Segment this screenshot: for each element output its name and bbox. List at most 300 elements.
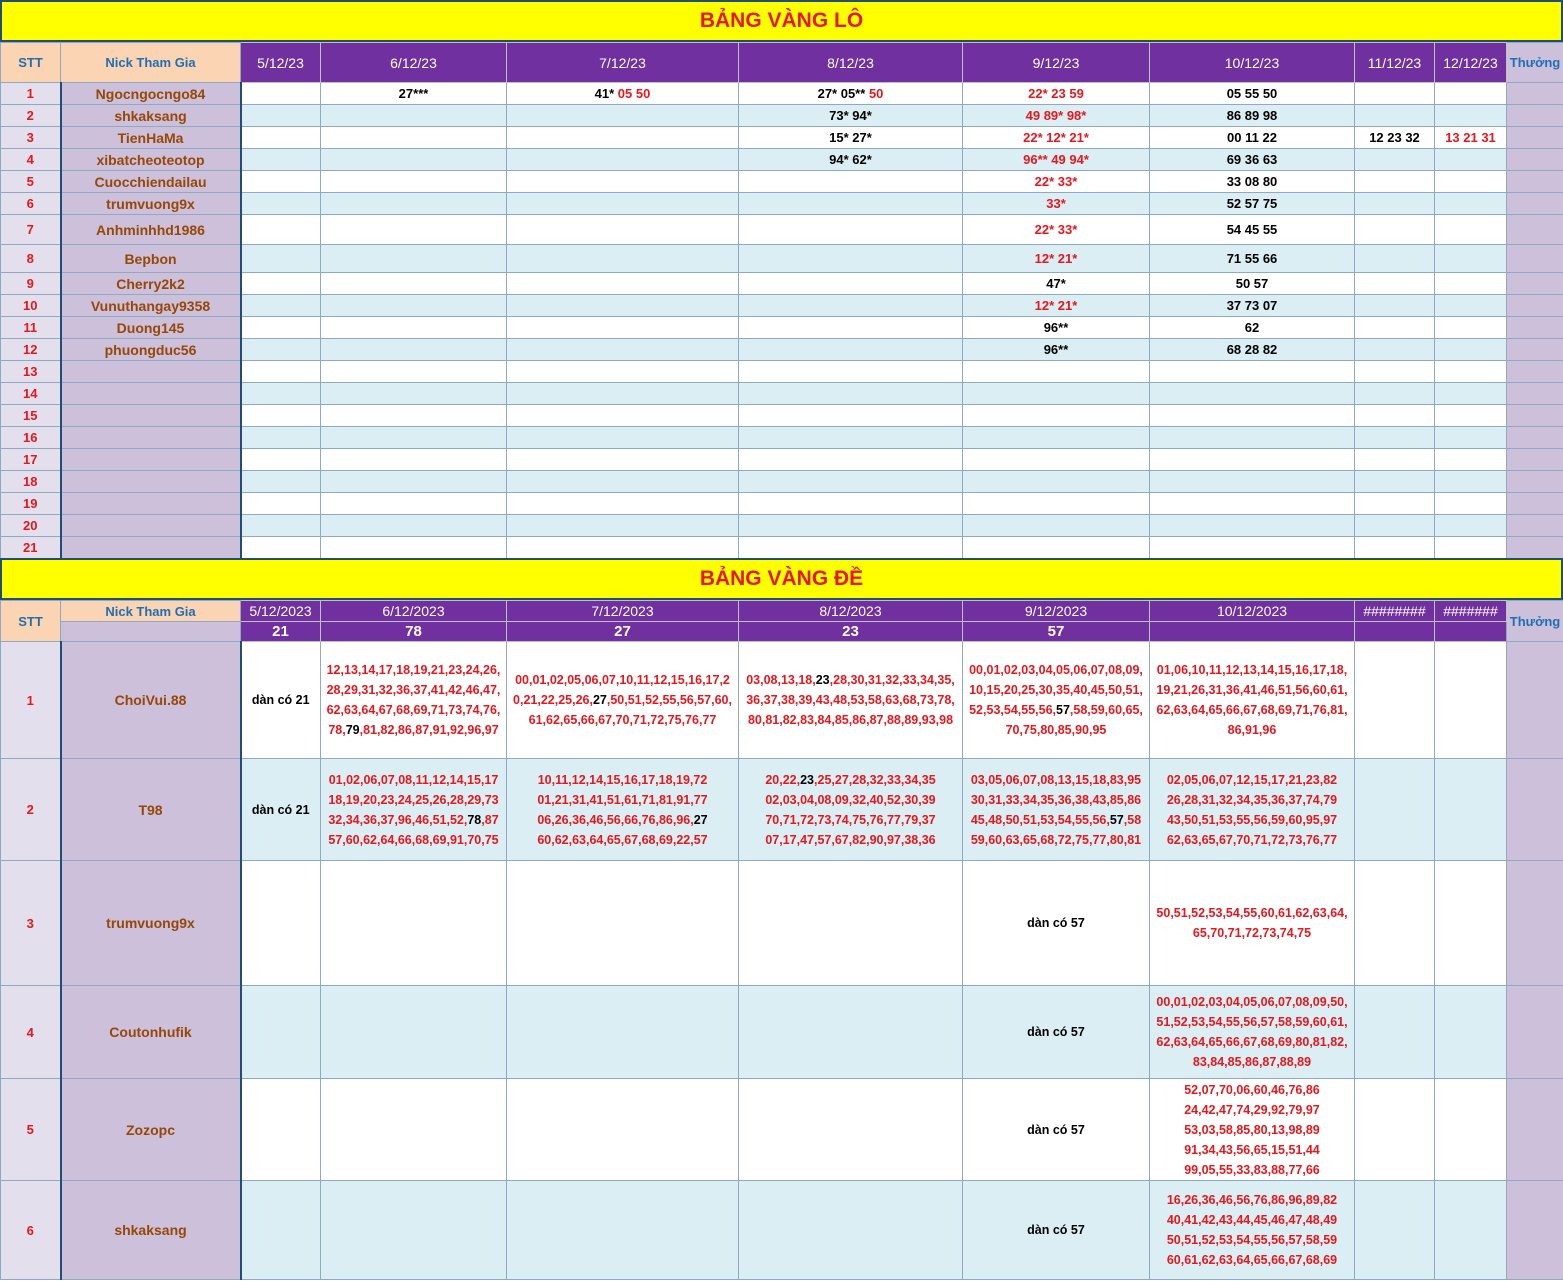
day-cell: [321, 537, 507, 559]
table-row: [1, 339, 1563, 361]
day-cell: [1435, 1181, 1507, 1280]
day-cell: [1435, 515, 1507, 537]
number-text: 45,48,50,51,53,54,55,56,: [970, 812, 1110, 827]
date-header: 5/12/23: [241, 43, 321, 83]
day-cell: [241, 427, 321, 449]
day-cell: [241, 493, 321, 515]
day-cell: [1355, 471, 1435, 493]
day-cell: 37 73 07: [1150, 295, 1355, 317]
nick-cell: [61, 515, 241, 537]
number-line: 59,60,63,65,68,72,75,77,80,81: [970, 832, 1142, 847]
day-cell: [739, 215, 963, 245]
nick-header-blank: [61, 622, 241, 642]
reward-cell: [1507, 405, 1563, 427]
day-cell: [963, 105, 1150, 127]
day-cell: [1435, 273, 1507, 295]
table-row: [1, 383, 1563, 405]
day-cell: [507, 405, 739, 427]
number-line: 18,19,20,23,24,25,26,28,29,73: [328, 792, 499, 807]
hit-number: 78: [467, 812, 482, 827]
day-cell: [1355, 1079, 1435, 1181]
number-line: 26,28,31,32,34,35,36,37,74,79: [1166, 792, 1338, 807]
day-cell: 00 11 22: [1150, 127, 1355, 149]
number-text: 96**: [1043, 342, 1069, 357]
number-line: [507, 810, 738, 830]
day-cell: [321, 295, 507, 317]
day-cell: [1150, 1181, 1355, 1280]
nick-cell: ChoiVui.88: [61, 642, 241, 759]
day-cell: [963, 193, 1150, 215]
nick-cell: trumvuong9x: [61, 861, 241, 986]
number-line: [321, 810, 506, 830]
date-header: 5/12/2023: [241, 601, 321, 622]
day-cell: [963, 405, 1150, 427]
result-cell: 57: [963, 622, 1150, 642]
table-row: [1, 317, 1563, 339]
number-text: 12* 21*: [1034, 251, 1078, 266]
stt-cell: 8: [1, 245, 61, 273]
day-cell: 54 45 55: [1150, 215, 1355, 245]
day-cell: [1150, 1079, 1355, 1181]
day-cell: [241, 986, 321, 1079]
nick-cell: phuongduc56: [61, 339, 241, 361]
stt-cell: 3: [1, 861, 61, 986]
day-cell: 27***: [321, 83, 507, 105]
de-header-row: [1, 601, 1563, 622]
dan-note: dàn có 57: [1027, 916, 1085, 930]
date-header: 12/12/23: [1435, 43, 1507, 83]
nick-header: Nick Tham Gia: [61, 43, 241, 83]
stt-cell: 4: [1, 986, 61, 1079]
nick-cell: Anhminhhd1986: [61, 215, 241, 245]
number-text: ,58: [1123, 812, 1142, 827]
day-cell: [507, 986, 739, 1079]
day-cell: [241, 245, 321, 273]
day-cell: [1355, 149, 1435, 171]
day-cell: [241, 449, 321, 471]
day-cell: [739, 515, 963, 537]
number-line: 65,70,71,72,73,74,75: [1192, 926, 1312, 940]
number-text: 73* 94*: [829, 108, 872, 123]
stt-cell: 17: [1, 449, 61, 471]
table-row: [1, 427, 1563, 449]
day-cell: [1435, 317, 1507, 339]
stt-cell: 3: [1, 127, 61, 149]
day-cell: [507, 317, 739, 339]
number-text: 03,08,13,18,: [746, 673, 816, 687]
day-cell: [1355, 642, 1435, 759]
number-text: 78,: [328, 723, 346, 737]
de-result-row: [1, 622, 1563, 642]
day-cell: [1355, 515, 1435, 537]
table-row: [1, 193, 1563, 215]
number-line: 40,41,42,43,44,45,46,47,48,49: [1166, 1213, 1338, 1227]
day-cell: [1150, 493, 1355, 515]
day-cell: [739, 759, 963, 861]
de-table: [0, 600, 1563, 1280]
day-cell: [321, 317, 507, 339]
number-text: 22* 33*: [1034, 174, 1078, 189]
day-cell: [241, 339, 321, 361]
stt-cell: 7: [1, 215, 61, 245]
date-header: 8/12/2023: [739, 601, 963, 622]
day-cell: [321, 383, 507, 405]
number-line: [739, 670, 962, 690]
day-cell: [1435, 171, 1507, 193]
stt-cell: 20: [1, 515, 61, 537]
number-text: 22* 12* 21*: [1023, 130, 1089, 145]
result-cell: 27: [507, 622, 739, 642]
day-cell: [241, 1181, 321, 1280]
day-cell: [1150, 759, 1355, 861]
day-cell: [1355, 105, 1435, 127]
day-cell: [507, 105, 739, 127]
number-line: 43,50,51,53,55,56,59,60,95,97: [1166, 812, 1338, 827]
day-cell: [507, 83, 739, 105]
day-cell: [241, 171, 321, 193]
day-cell: [739, 273, 963, 295]
day-cell: [1355, 1181, 1435, 1280]
stt-cell: 21: [1, 537, 61, 559]
dan-note: dàn có 21: [251, 802, 310, 817]
nick-cell: Cuocchiendailau: [61, 171, 241, 193]
day-cell: [739, 861, 963, 986]
hit-number: 57: [1056, 703, 1070, 717]
day-cell: [507, 515, 739, 537]
number-line: 86,91,96: [1227, 723, 1277, 737]
day-cell: [241, 759, 321, 861]
day-cell: [321, 986, 507, 1079]
day-cell: [1355, 361, 1435, 383]
stt-cell: 9: [1, 273, 61, 295]
day-cell: [321, 493, 507, 515]
day-cell: [1355, 861, 1435, 986]
day-cell: [507, 449, 739, 471]
number-line: 07,17,47,57,67,82,90,97,38,36: [765, 832, 936, 847]
day-cell: [739, 405, 963, 427]
number-line: [739, 770, 962, 790]
day-cell: [963, 471, 1150, 493]
stt-cell: 6: [1, 193, 61, 215]
day-cell: [321, 127, 507, 149]
number-line: 62,63,64,67,68,69,71,73,74,76,: [326, 703, 501, 717]
nick-cell: Ngocngocngo84: [61, 83, 241, 105]
number-line: 60,61,62,63,64,65,66,67,68,69: [1166, 1253, 1338, 1267]
day-cell: [963, 149, 1150, 171]
result-cell: 21: [241, 622, 321, 642]
day-cell: [963, 1079, 1150, 1181]
number-text: 20,22,: [765, 772, 801, 787]
table-row: [1, 449, 1563, 471]
day-cell: 50 57: [1150, 273, 1355, 295]
day-cell: 71 55 66: [1150, 245, 1355, 273]
day-cell: [963, 1181, 1150, 1280]
lo-header-row: [1, 43, 1563, 83]
number-text: ,81,82,86,87,91,92,96,97: [359, 723, 499, 737]
day-cell: [507, 361, 739, 383]
number-text: 49 89* 98*: [1025, 108, 1087, 123]
number-line: 01,06,10,11,12,13,14,15,16,17,18,: [1156, 663, 1348, 677]
day-cell: [321, 471, 507, 493]
date-header: 7/12/23: [507, 43, 739, 83]
table-row: [1, 1181, 1563, 1280]
date-header: 7/12/2023: [507, 601, 739, 622]
day-cell: [963, 83, 1150, 105]
number-text: 22* 33*: [1034, 222, 1078, 237]
day-cell: [1355, 986, 1435, 1079]
stt-cell: 1: [1, 83, 61, 105]
reward-cell: [1507, 537, 1563, 559]
day-cell: [321, 642, 507, 759]
day-cell: [1435, 383, 1507, 405]
nick-cell: xibatcheoteotop: [61, 149, 241, 171]
reward-cell: [1507, 215, 1563, 245]
day-cell: [1355, 245, 1435, 273]
day-cell: [241, 317, 321, 339]
nick-header: Nick Tham Gia: [61, 601, 241, 622]
reward-cell: [1507, 986, 1563, 1079]
day-cell: [1355, 537, 1435, 559]
day-cell: [241, 149, 321, 171]
day-cell: [507, 245, 739, 273]
number-line: 10,11,12,14,15,16,17,18,19,72: [537, 772, 708, 787]
number-text: 15* 27*: [829, 130, 872, 145]
dan-note: dàn có 57: [1027, 1025, 1085, 1039]
reward-cell: [1507, 642, 1563, 759]
day-cell: [739, 105, 963, 127]
day-cell: [963, 171, 1150, 193]
day-cell: [1355, 405, 1435, 427]
day-cell: [241, 537, 321, 559]
number-line: 91,34,43,56,65,15,51,44: [1184, 1142, 1320, 1157]
day-cell: [1150, 471, 1355, 493]
number-line: 50,51,52,53,54,55,56,57,58,59: [1166, 1233, 1338, 1247]
number-line: 03,05,06,07,08,13,15,18,83,95: [970, 772, 1142, 787]
day-cell: [321, 361, 507, 383]
nick-cell: Duong145: [61, 317, 241, 339]
number-text: ,25,27,28,32,33,34,35: [814, 772, 936, 787]
number-text: ,50,51,52,55,56,57,60,: [606, 693, 732, 707]
number-line: 62,63,64,65,66,67,68,69,80,81,82,: [1156, 1035, 1348, 1049]
day-cell: [739, 642, 963, 759]
day-cell: [241, 405, 321, 427]
table-row: [1, 83, 1563, 105]
hit-number: 23: [815, 673, 830, 687]
day-cell: [739, 339, 963, 361]
day-cell: [321, 1079, 507, 1181]
reward-cell: [1507, 171, 1563, 193]
nick-cell: [61, 493, 241, 515]
number-text: 50: [868, 86, 884, 101]
hit-number: 27: [693, 812, 708, 827]
day-cell: [1355, 193, 1435, 215]
day-cell: 13 21 31: [1435, 127, 1507, 149]
number-line: 61,62,65,66,67,70,71,72,75,76,77: [528, 713, 717, 727]
day-cell: [1355, 273, 1435, 295]
day-cell: [739, 383, 963, 405]
day-cell: [507, 493, 739, 515]
number-text: 27* 05**: [817, 86, 866, 101]
nick-cell: [61, 427, 241, 449]
number-line: 70,71,72,73,74,75,76,77,79,37: [765, 812, 936, 827]
day-cell: [739, 986, 963, 1079]
number-line: 36,37,38,39,43,48,53,58,63,68,73,78,: [746, 693, 955, 707]
number-text: 94* 62*: [829, 152, 872, 167]
number-text: 52,53,54,55,56,: [969, 703, 1056, 717]
reward-cell: [1507, 317, 1563, 339]
nick-cell: [61, 361, 241, 383]
number-line: 10,15,20,25,30,35,40,45,50,51,: [969, 683, 1143, 697]
day-cell: [963, 361, 1150, 383]
day-cell: [1150, 405, 1355, 427]
day-cell: [963, 317, 1150, 339]
day-cell: [507, 383, 739, 405]
hit-number: 57: [1109, 812, 1124, 827]
stt-cell: 10: [1, 295, 61, 317]
day-cell: [963, 759, 1150, 861]
date-header: 10/12/23: [1150, 43, 1355, 83]
day-cell: [1435, 295, 1507, 317]
day-cell: [507, 339, 739, 361]
reward-cell: [1507, 515, 1563, 537]
day-cell: 68 28 82: [1150, 339, 1355, 361]
number-line: [963, 700, 1149, 720]
table-row: [1, 295, 1563, 317]
nick-cell: T98: [61, 759, 241, 861]
number-text: ,87: [481, 812, 499, 827]
day-cell: [1435, 193, 1507, 215]
reward-header: Thưởng: [1507, 601, 1563, 642]
day-cell: [321, 193, 507, 215]
day-cell: 12 23 32: [1355, 127, 1435, 149]
day-cell: [739, 493, 963, 515]
day-cell: [739, 193, 963, 215]
lo-table: [0, 42, 1563, 559]
table-row: [1, 149, 1563, 171]
stt-cell: 4: [1, 149, 61, 171]
stt-cell: 2: [1, 105, 61, 127]
day-cell: [1355, 171, 1435, 193]
nick-cell: Bepbon: [61, 245, 241, 273]
stt-cell: 5: [1, 1079, 61, 1181]
day-cell: [1435, 427, 1507, 449]
number-line: 30,31,33,34,35,36,38,43,85,86: [970, 792, 1142, 807]
day-cell: [1355, 317, 1435, 339]
dan-note: dàn có 21: [251, 693, 310, 707]
day-cell: [321, 105, 507, 127]
number-line: [963, 810, 1149, 830]
nick-cell: TienHaMa: [61, 127, 241, 149]
reward-cell: [1507, 245, 1563, 273]
number-line: 12,13,14,17,18,19,21,23,24,26,: [326, 663, 501, 677]
number-line: 28,29,31,32,36,37,41,42,46,47,: [326, 683, 501, 697]
day-cell: [507, 861, 739, 986]
day-cell: [739, 295, 963, 317]
nick-cell: Cherry2k2: [61, 273, 241, 295]
day-cell: [1435, 759, 1507, 861]
day-cell: 33 08 80: [1150, 171, 1355, 193]
day-cell: [739, 471, 963, 493]
date-header: 11/12/23: [1355, 43, 1435, 83]
day-cell: [241, 295, 321, 317]
day-cell: [507, 215, 739, 245]
number-line: 51,52,53,54,55,56,57,58,59,60,61,: [1156, 1015, 1348, 1029]
day-cell: [739, 1181, 963, 1280]
day-cell: [963, 427, 1150, 449]
day-cell: [963, 339, 1150, 361]
day-cell: [739, 245, 963, 273]
table-row: [1, 1079, 1563, 1181]
date-header: 9/12/23: [963, 43, 1150, 83]
reward-cell: [1507, 383, 1563, 405]
day-cell: [1435, 642, 1507, 759]
de-title-banner: BẢNG VÀNG ĐỀ: [0, 558, 1563, 600]
day-cell: [241, 515, 321, 537]
day-cell: [507, 1079, 739, 1181]
day-cell: [739, 171, 963, 193]
table-row: [1, 642, 1563, 759]
day-cell: [321, 273, 507, 295]
day-cell: 52 57 75: [1150, 193, 1355, 215]
day-cell: [963, 383, 1150, 405]
day-cell: [1435, 1079, 1507, 1181]
day-cell: [963, 295, 1150, 317]
day-cell: [1435, 245, 1507, 273]
day-cell: [241, 642, 321, 759]
day-cell: [1355, 83, 1435, 105]
number-line: 01,21,31,41,51,61,71,81,91,77: [537, 792, 708, 807]
table-row: [1, 361, 1563, 383]
reward-cell: [1507, 295, 1563, 317]
number-text: 05 50: [617, 86, 651, 101]
day-cell: [1435, 537, 1507, 559]
reward-cell: [1507, 861, 1563, 986]
day-cell: [1355, 383, 1435, 405]
nick-cell: trumvuong9x: [61, 193, 241, 215]
day-cell: [241, 383, 321, 405]
day-cell: [1435, 339, 1507, 361]
day-cell: [321, 171, 507, 193]
nick-cell: Coutonhufik: [61, 986, 241, 1079]
day-cell: 69 36 63: [1150, 149, 1355, 171]
day-cell: [963, 127, 1150, 149]
day-cell: [1150, 427, 1355, 449]
day-cell: [321, 861, 507, 986]
day-cell: [507, 149, 739, 171]
stt-cell: 18: [1, 471, 61, 493]
reward-header: Thưởng: [1507, 43, 1563, 83]
day-cell: [739, 83, 963, 105]
nick-cell: shkaksang: [61, 105, 241, 127]
day-cell: [1150, 361, 1355, 383]
number-line: 00,01,02,03,04,05,06,07,08,09,50,: [1156, 995, 1348, 1009]
table-row: [1, 515, 1563, 537]
stt-cell: 16: [1, 427, 61, 449]
number-text: 12* 21*: [1034, 298, 1078, 313]
day-cell: [507, 193, 739, 215]
day-cell: [963, 449, 1150, 471]
day-cell: [507, 537, 739, 559]
number-line: 02,03,04,08,09,32,40,52,30,39: [765, 792, 936, 807]
number-line: 01,02,06,07,08,11,12,14,15,17: [328, 772, 499, 787]
day-cell: [739, 127, 963, 149]
day-cell: [321, 759, 507, 861]
reward-cell: [1507, 105, 1563, 127]
day-cell: [321, 449, 507, 471]
day-cell: [963, 273, 1150, 295]
result-cell: [1435, 622, 1507, 642]
date-header: 9/12/2023: [963, 601, 1150, 622]
